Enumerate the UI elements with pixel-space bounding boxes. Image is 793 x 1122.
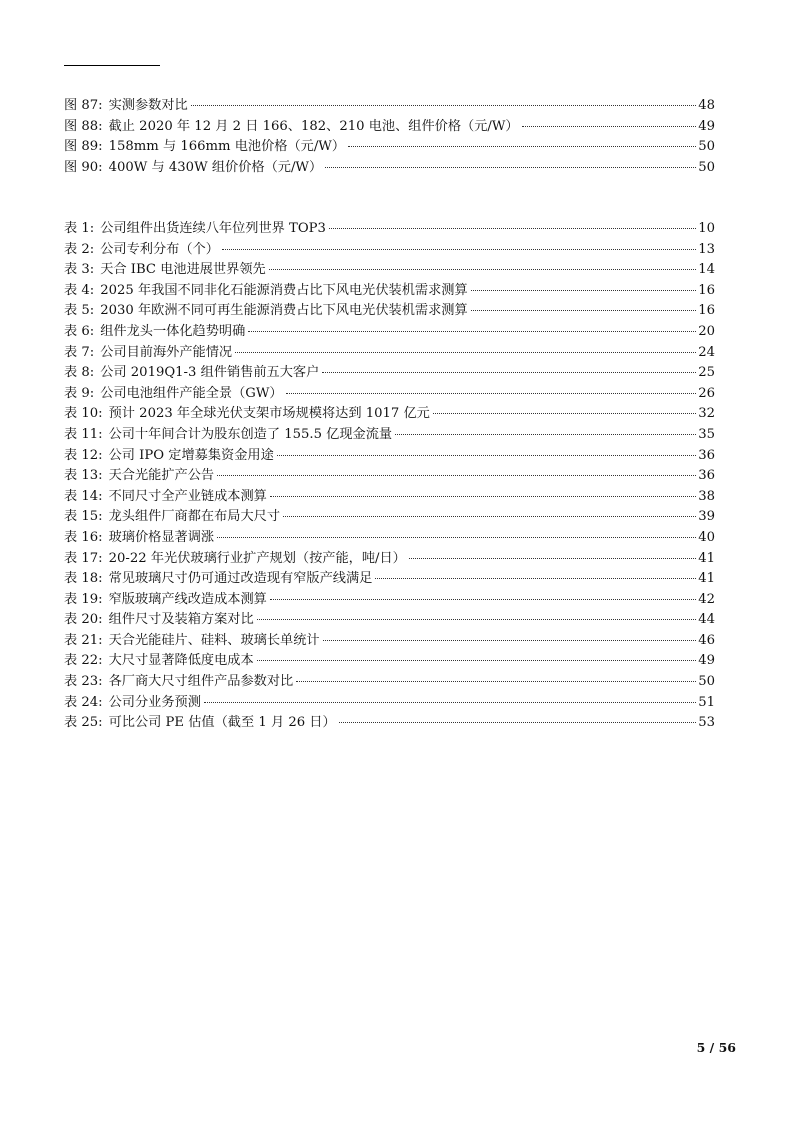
table-entry[interactable] xyxy=(64,713,715,734)
table-number: 表 8: xyxy=(64,365,95,381)
table-title: 各厂商大尺寸组件产品参数对比 xyxy=(108,674,294,690)
table-title: 组件尺寸及装箱方案对比 xyxy=(108,612,254,628)
table-title: 大尺寸显著降低度电成本 xyxy=(108,653,254,669)
dot-leader xyxy=(348,146,696,147)
table-page-number: 24 xyxy=(698,344,715,360)
table-page-number: 50 xyxy=(698,674,715,690)
dot-leader xyxy=(191,105,696,106)
dot-leader xyxy=(296,681,696,682)
table-page-number: 44 xyxy=(698,612,715,628)
table-number: 表 5: xyxy=(64,303,95,319)
table-title: 龙头组件厂商都在布局大尺寸 xyxy=(108,509,281,525)
table-page-number: 42 xyxy=(698,591,715,607)
dot-leader xyxy=(257,660,697,661)
table-title: 天合光能扩产公告 xyxy=(108,468,215,484)
table-entry[interactable] xyxy=(64,631,715,652)
dot-leader xyxy=(248,331,696,332)
figure-page-number: 48 xyxy=(698,98,715,113)
table-number: 表 14: xyxy=(64,488,103,504)
table-title: 公司分业务预测 xyxy=(108,694,201,710)
table-number: 表 17: xyxy=(64,550,103,566)
figure-entry[interactable] xyxy=(64,96,715,117)
dot-leader xyxy=(222,249,696,250)
dot-leader xyxy=(409,558,696,559)
table-number: 表 13: xyxy=(64,468,103,484)
table-number: 表 16: xyxy=(64,529,103,545)
figure-number: 图 88: xyxy=(64,118,103,134)
dot-leader xyxy=(322,372,696,373)
table-entry[interactable] xyxy=(64,651,715,672)
dot-leader xyxy=(433,413,696,414)
table-entry[interactable] xyxy=(64,569,715,590)
table-number: 表 20: xyxy=(64,612,103,628)
table-entry[interactable] xyxy=(64,590,715,611)
figure-number: 图 90: xyxy=(64,159,103,175)
table-page-number: 35 xyxy=(698,426,715,442)
table-title: 公司 IPO 定增募集资金用途 xyxy=(108,447,274,463)
figure-number: 图 87: xyxy=(64,98,103,113)
table-page-number: 53 xyxy=(698,715,715,731)
dot-leader xyxy=(395,434,696,435)
table-number: 表 1: xyxy=(64,221,95,236)
dot-leader xyxy=(325,167,696,168)
table-title: 公司目前海外产能情况 xyxy=(100,344,233,360)
table-number: 表 21: xyxy=(64,632,103,648)
figure-page-number: 50 xyxy=(698,139,715,155)
dot-leader xyxy=(270,599,696,600)
table-page-number: 40 xyxy=(698,529,715,545)
table-number: 表 23: xyxy=(64,674,103,690)
table-title: 窄版玻璃产线改造成本测算 xyxy=(108,591,267,607)
table-title: 天合 IBC 电池进展世界领先 xyxy=(100,262,266,278)
table-number: 表 3: xyxy=(64,262,95,278)
table-page-number: 16 xyxy=(698,303,715,319)
table-page-number: 32 xyxy=(698,406,715,422)
table-entry[interactable] xyxy=(64,528,715,549)
dot-leader xyxy=(323,640,697,641)
dot-leader xyxy=(217,537,696,538)
dot-leader xyxy=(257,619,697,620)
dot-leader xyxy=(329,228,696,229)
table-page-number: 39 xyxy=(698,509,715,525)
table-number: 表 11: xyxy=(64,426,103,442)
header-rule xyxy=(64,65,160,66)
dot-leader xyxy=(217,475,696,476)
dot-leader xyxy=(471,290,697,291)
table-title: 2030 年欧洲不同可再生能源消费占比下风电光伏装机需求测算 xyxy=(100,303,468,319)
table-entry[interactable] xyxy=(64,610,715,631)
table-entry[interactable] xyxy=(64,301,715,322)
table-entry[interactable] xyxy=(64,425,715,446)
table-entry[interactable] xyxy=(64,507,715,528)
table-number: 表 4: xyxy=(64,282,95,298)
table-page-number: 20 xyxy=(698,323,715,339)
table-number: 表 10: xyxy=(64,406,103,422)
table-title: 组件龙头一体化趋势明确 xyxy=(100,323,246,339)
figure-number: 图 89: xyxy=(64,139,103,155)
dot-leader xyxy=(471,310,697,311)
figure-page-number: 50 xyxy=(698,159,715,175)
table-title: 公司专利分布（个） xyxy=(100,241,219,257)
table-number: 表 18: xyxy=(64,571,103,587)
table-page-number: 41 xyxy=(698,550,715,566)
table-number: 表 9: xyxy=(64,385,95,401)
table-title: 公司 2019Q1-3 组件销售前五大客户 xyxy=(100,365,320,381)
table-page-number: 14 xyxy=(698,262,715,278)
table-number: 表 19: xyxy=(64,591,103,607)
figure-entry[interactable] xyxy=(64,158,715,179)
page-number: 5 / 56 xyxy=(696,1040,736,1055)
table-page-number: 46 xyxy=(698,632,715,648)
table-entry[interactable] xyxy=(64,363,715,384)
table-title: 常见玻璃尺寸仍可通过改造现有窄版产线满足 xyxy=(108,571,373,587)
table-number: 表 24: xyxy=(64,694,103,710)
table-page-number: 38 xyxy=(698,488,715,504)
table-entry[interactable] xyxy=(64,466,715,487)
dot-leader xyxy=(283,516,696,517)
table-list xyxy=(64,219,715,734)
table-page-number: 49 xyxy=(698,653,715,669)
table-number: 表 22: xyxy=(64,653,103,669)
table-title: 公司组件出货连续八年位列世界 TOP3 xyxy=(100,221,326,236)
dot-leader xyxy=(270,496,696,497)
table-entry[interactable] xyxy=(64,260,715,281)
table-title: 不同尺寸全产业链成本测算 xyxy=(108,488,267,504)
table-title: 天合光能硅片、硅料、玻璃长单统计 xyxy=(108,632,320,648)
table-page-number: 36 xyxy=(698,447,715,463)
table-entry[interactable] xyxy=(64,446,715,467)
table-title: 公司电池组件产能全景（GW） xyxy=(100,385,283,401)
table-number: 表 6: xyxy=(64,323,95,339)
table-title: 可比公司 PE 估值（截至 1 月 26 日） xyxy=(108,715,336,731)
table-page-number: 13 xyxy=(698,241,715,257)
dot-leader xyxy=(286,393,697,394)
dot-leader xyxy=(204,702,696,703)
dot-leader xyxy=(277,455,696,456)
table-entry[interactable] xyxy=(64,281,715,302)
table-number: 表 12: xyxy=(64,447,103,463)
table-page-number: 26 xyxy=(698,385,715,401)
table-title: 玻璃价格显著调涨 xyxy=(108,529,215,545)
table-entry[interactable] xyxy=(64,322,715,343)
figure-title: 实测参数对比 xyxy=(108,98,188,113)
table-entry[interactable] xyxy=(64,219,715,240)
table-entry[interactable] xyxy=(64,343,715,364)
table-number: 表 25: xyxy=(64,715,103,731)
table-number: 表 2: xyxy=(64,241,95,257)
table-title: 20-22 年光伏玻璃行业扩产规划（按产能，吨/日） xyxy=(108,550,406,566)
table-page-number: 41 xyxy=(698,571,715,587)
figure-entry[interactable] xyxy=(64,137,715,158)
table-page-number: 16 xyxy=(698,282,715,298)
figure-title: 158mm 与 166mm 电池价格（元/W） xyxy=(108,139,346,155)
table-page-number: 36 xyxy=(698,468,715,484)
table-title: 2025 年我国不同非化石能源消费占比下风电光伏装机需求测算 xyxy=(100,282,468,298)
dot-leader xyxy=(235,352,696,353)
table-page-number: 51 xyxy=(698,694,715,710)
table-title: 公司十年间合计为股东创造了 155.5 亿现金流量 xyxy=(108,426,393,442)
table-number: 表 15: xyxy=(64,509,103,525)
dot-leader xyxy=(522,126,697,127)
figure-list xyxy=(64,96,715,178)
table-entry[interactable] xyxy=(64,384,715,405)
table-page-number: 25 xyxy=(698,365,715,381)
figure-entry[interactable] xyxy=(64,117,715,138)
table-entry[interactable] xyxy=(64,487,715,508)
dot-leader xyxy=(339,722,697,723)
figure-title: 截止 2020 年 12 月 2 日 166、182、210 电池、组件价格（元/W） xyxy=(108,118,519,134)
table-entry[interactable] xyxy=(64,240,715,261)
table-entry[interactable] xyxy=(64,404,715,425)
figure-page-number: 49 xyxy=(698,118,715,134)
table-number: 表 7: xyxy=(64,344,95,360)
table-entry[interactable] xyxy=(64,693,715,714)
table-entry[interactable] xyxy=(64,549,715,570)
figure-title: 400W 与 430W 组价价格（元/W） xyxy=(108,159,323,175)
table-page-number: 10 xyxy=(698,221,715,236)
table-entry[interactable] xyxy=(64,672,715,693)
dot-leader xyxy=(375,578,696,579)
dot-leader xyxy=(269,269,697,270)
table-title: 预计 2023 年全球光伏支架市场规模将达到 1017 亿元 xyxy=(108,406,430,422)
